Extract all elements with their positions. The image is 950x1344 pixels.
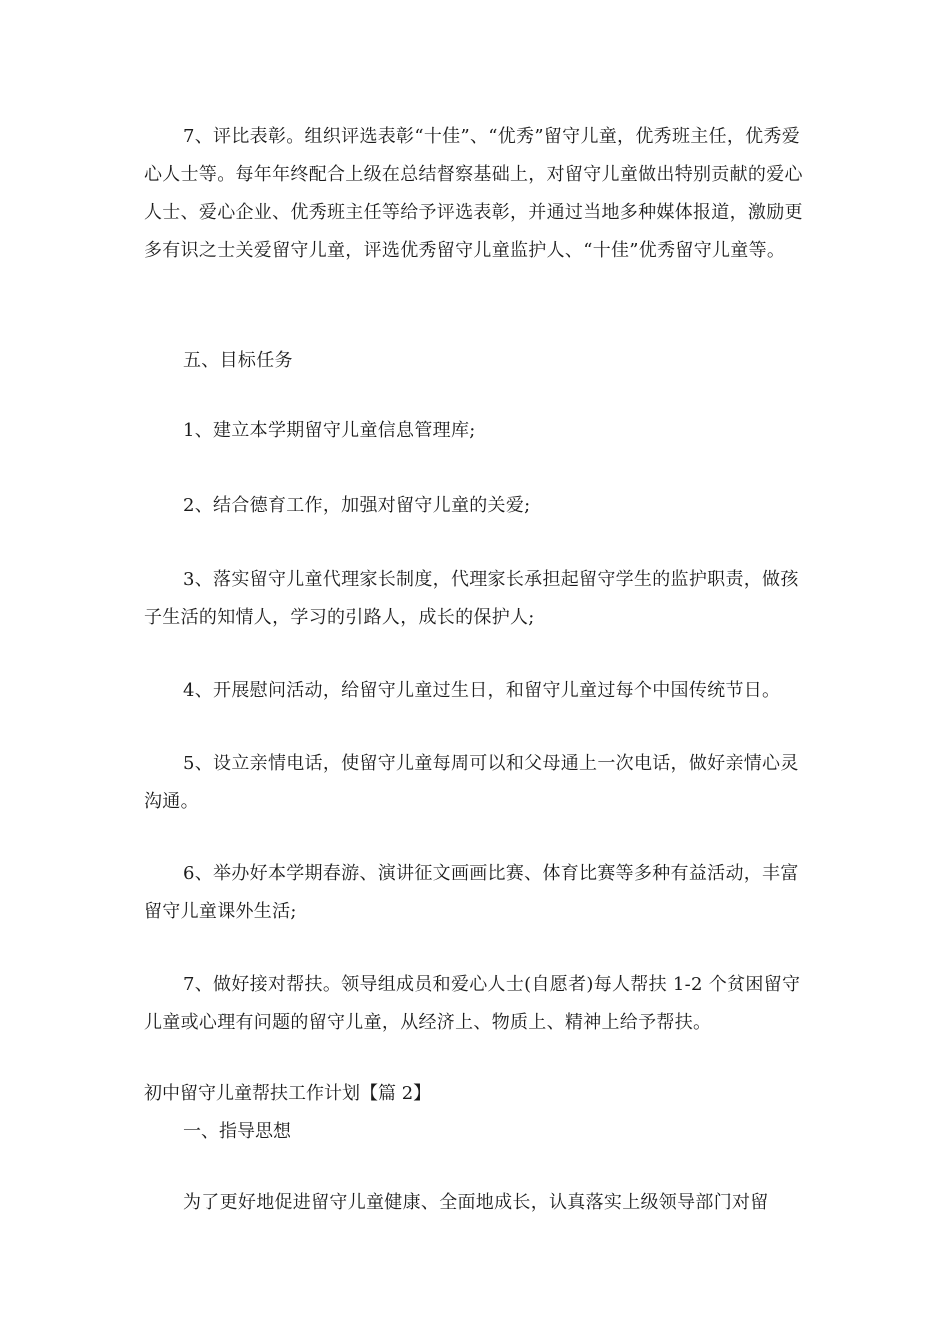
list-item-5: 5、设立亲情电话，使留守儿童每周可以和父母通上一次电话，做好亲情心灵沟通。: [144, 753, 799, 812]
list-item-3: 3、落实留守儿童代理家长制度，代理家长承担起留守学生的监护职责，做孩子生活的知情人，学习的引路人，成长的保护人;: [144, 569, 799, 628]
paragraph-awards: 7、评比表彰。组织评选表彰“十佳”、“优秀”留守儿童，优秀班主任，优秀爱心人士等。每年年终配合上级在总结督察基础上，对留守儿童做出特别贡献的爱心人士、爱心企业、优秀班主任等给予评选表彰，并通过当地多种媒体报道，激励更多有识之士关爱留守儿童，评选优秀留守儿童监护人、“十佳”优秀留守儿童等。: [144, 126, 803, 261]
list-item-2: 2、结合德育工作，加强对留守儿童的关爱;: [183, 495, 531, 516]
section-heading-goals: 五、目标任务: [183, 350, 293, 371]
list-item-7: 7、做好接对帮扶。领导组成员和爱心人士(自愿者)每人帮扶 1-2 个贫困留守儿童或心理有问题的留守儿童，从经济上、物质上、精神上给予帮扶。: [144, 974, 801, 1033]
list-item-6: 6、举办好本学期春游、演讲征文画画比赛、体育比赛等多种有益活动，丰富留守儿童课外生活;: [144, 863, 799, 922]
article-title: 初中留守儿童帮扶工作计划【篇 2】: [144, 1083, 432, 1104]
list-item-4: 4、开展慰问活动，给留守儿童过生日，和留守儿童过每个中国传统节日。: [183, 680, 781, 701]
paragraph-intro: 为了更好地促进留守儿童健康、全面地成长，认真落实上级领导部门对留: [183, 1192, 769, 1213]
list-item-1: 1、建立本学期留守儿童信息管理库;: [183, 420, 476, 441]
section-heading-guiding: 一、指导思想: [183, 1121, 291, 1142]
